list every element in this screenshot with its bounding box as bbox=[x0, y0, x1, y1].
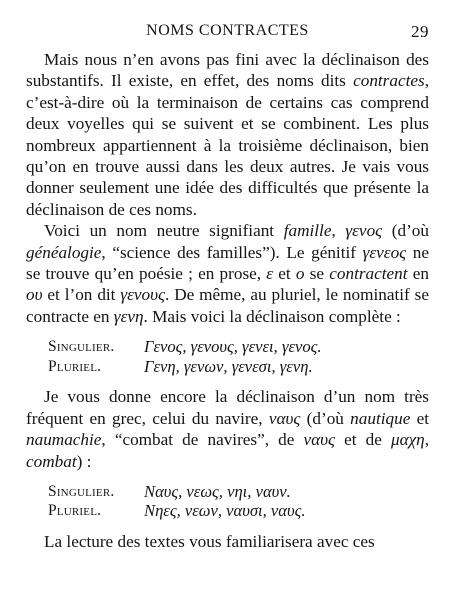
singular-forms: Ναυς, νεως, νηι, ναυν. bbox=[144, 481, 291, 501]
declension-row-plural bbox=[48, 501, 429, 521]
singular-label: Singulier. bbox=[48, 338, 115, 356]
plural-forms: Νηες, νεων, ναυσι, ναυς. bbox=[144, 501, 306, 521]
plural-label: Pluriel. bbox=[48, 502, 102, 520]
page-title: NOMS CONTRACTES bbox=[146, 22, 309, 39]
book-page bbox=[26, 22, 429, 552]
body-text bbox=[26, 49, 429, 552]
plural-label: Pluriel. bbox=[48, 357, 102, 375]
declension-row-singular bbox=[48, 482, 429, 502]
declension-naus bbox=[48, 482, 429, 521]
running-header bbox=[26, 22, 429, 46]
declension-genos bbox=[48, 337, 429, 376]
singular-forms: Γενος, γενους, γενει, γενος. bbox=[144, 337, 322, 357]
declension-row-singular bbox=[48, 337, 429, 357]
paragraph-1: Mais nous n’en avons pas fini avec la déclinaison des substantifs. Il existe, en effet, des noms dits contractes, c’est-à-dire où la terminaison de certains cas comprend deux voyelles qui se suivent et se combinent. Les plus nombreux appartiennent à la troisième déclinaison, bien qu’on en trouve aussi dans les deux autres. Je vais vous donner seulement une idée des difficultés que présente la déclinaison de ces noms. bbox=[26, 50, 429, 219]
paragraph-4: La lecture des textes vous familiarisera avec ces bbox=[44, 531, 375, 551]
declension-row-plural bbox=[48, 357, 429, 377]
plural-forms: Γενη, γενων, γενεσι, γενη. bbox=[144, 356, 313, 376]
paragraph-2: Voici un nom neutre signifiant famille, γενος (d’où généalogie, “science des familles”). Le génitif γενεος ne se trouve qu’en poésie ; en prose, ε et ο se contractent en ου et l’on dit γενους. De même, au pluriel, le nominatif se contracte en γενη. Mais voici la déclinaison complète : bbox=[26, 221, 429, 326]
singular-label: Singulier. bbox=[48, 482, 115, 500]
page-number: 29 bbox=[411, 22, 429, 41]
paragraph-3: Je vous donne encore la déclinaison d’un nom très fréquent en grec, celui du navire, ναυς (d’où nautique et naumachie, “combat de navires”, de ναυς et de μαχη, combat) : bbox=[26, 387, 430, 471]
